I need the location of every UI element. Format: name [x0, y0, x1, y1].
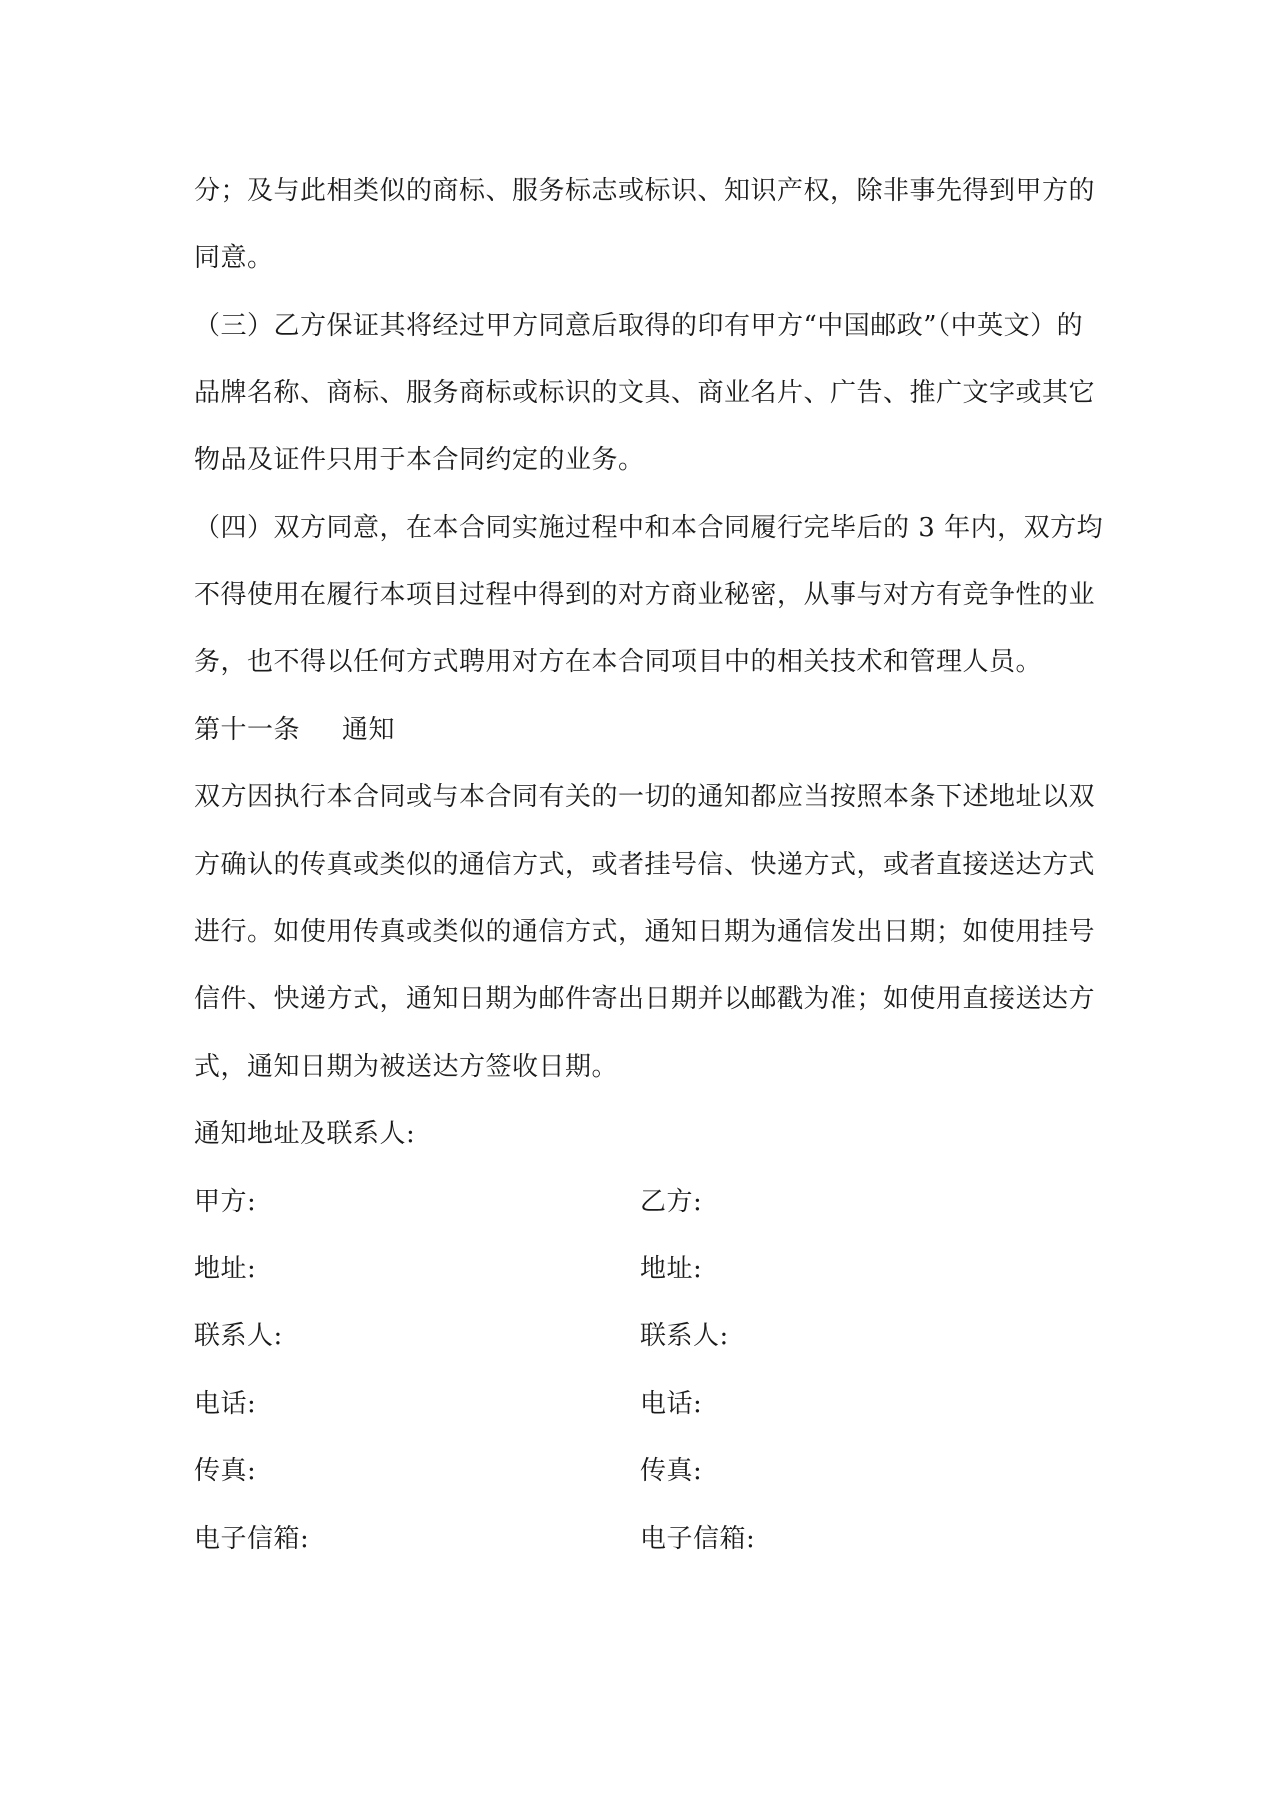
- party-a-name-label: 甲方:: [194, 1187, 257, 1217]
- party-a-contact-label: 联系人:: [194, 1321, 283, 1351]
- party-b-contact-label: 联系人:: [640, 1321, 729, 1351]
- party-b-email-label: 电子信箱:: [640, 1524, 756, 1554]
- party-a-address-label: 地址:: [194, 1254, 257, 1284]
- notice-line: 双方因执行本合同或与本合同有关的一切的通知都应当按照本条下述地址以双: [194, 782, 1096, 812]
- notice-line: 信件、快递方式，通知日期为邮件寄出日期并以邮戳为准；如使用直接送达方: [194, 984, 1096, 1014]
- article-title: 通知: [342, 715, 396, 745]
- contact-heading: 通知地址及联系人:: [194, 1119, 416, 1149]
- body-line: 分；及与此相类似的商标、服务标志或标识、知识产权，除非事先得到甲方的: [194, 176, 1096, 206]
- article-heading: [194, 713, 395, 747]
- body-line: 同意。: [194, 243, 274, 273]
- party-b-phone-label: 电话:: [640, 1389, 703, 1419]
- party-b-name-label: 乙方:: [640, 1187, 703, 1217]
- notice-line: 方确认的传真或类似的通信方式，或者挂号信、快递方式，或者直接送达方式: [194, 850, 1096, 880]
- clause-four-line: （四）双方同意，在本合同实施过程中和本合同履行完毕后的 3 年内，双方均: [194, 513, 1104, 543]
- notice-line: 式，通知日期为被送达方签收日期。: [194, 1052, 619, 1082]
- party-b-fax-label: 传真:: [640, 1456, 703, 1486]
- party-b-address-label: 地址:: [640, 1254, 703, 1284]
- party-a-phone-label: 电话:: [194, 1389, 257, 1419]
- article-number: 第十一条: [194, 715, 301, 745]
- party-a-email-label: 电子信箱:: [194, 1524, 310, 1554]
- notice-line: 进行。如使用传真或类似的通信方式，通知日期为通信发出日期；如使用挂号: [194, 917, 1096, 947]
- clause-three-line: （三）乙方保证其将经过甲方同意后取得的印有甲方“中国邮政”（中英文）的: [194, 311, 1084, 341]
- party-a-fax-label: 传真:: [194, 1456, 257, 1486]
- body-line: 不得使用在履行本项目过程中得到的对方商业秘密，从事与对方有竞争性的业: [194, 580, 1096, 610]
- body-line: 务，也不得以任何方式聘用对方在本合同项目中的相关技术和管理人员。: [194, 647, 1043, 677]
- body-line: 物品及证件只用于本合同约定的业务。: [194, 445, 645, 475]
- body-line: 品牌名称、商标、服务商标或标识的文具、商业名片、广告、推广文字或其它: [194, 378, 1096, 408]
